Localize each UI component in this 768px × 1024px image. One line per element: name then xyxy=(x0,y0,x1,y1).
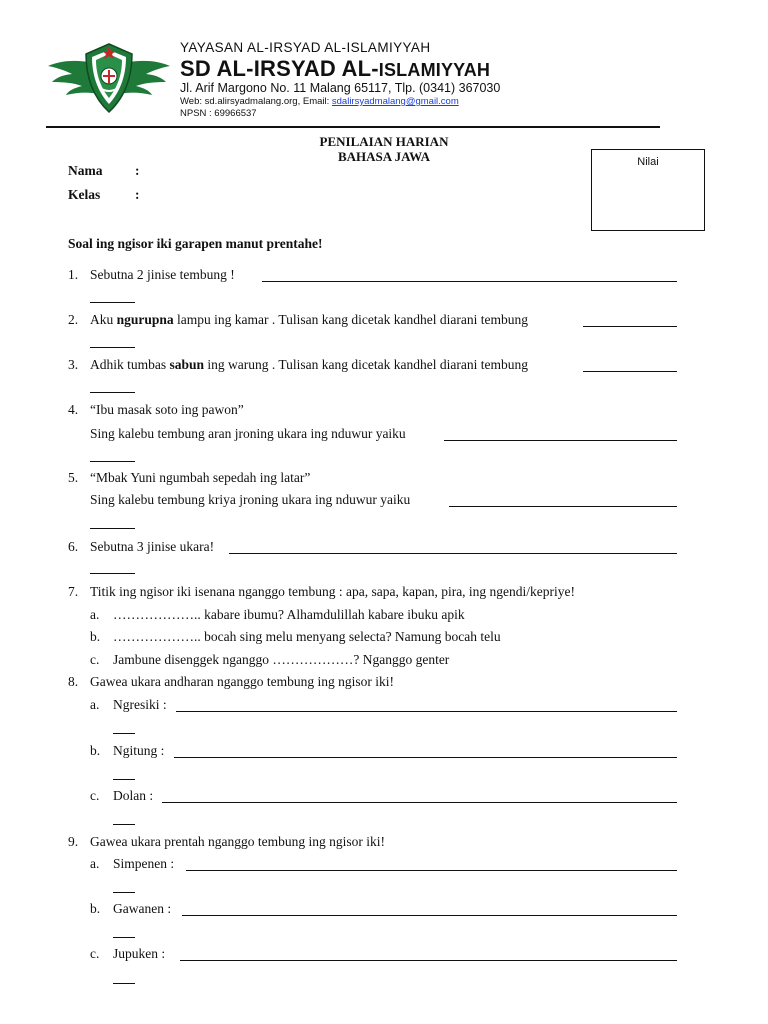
q3-text xyxy=(90,357,528,373)
q9b-answer-line-2[interactable] xyxy=(113,937,135,938)
foundation-name: YAYASAN AL-IRSYAD AL-ISLAMIYYAH xyxy=(180,40,431,55)
q2-number: 2. xyxy=(68,312,79,327)
q7b-letter: b. xyxy=(90,629,101,644)
q9c-letter: c. xyxy=(90,946,100,961)
q3-answer-line-2[interactable] xyxy=(90,392,135,393)
score-box[interactable] xyxy=(591,149,705,231)
school-name xyxy=(180,56,490,82)
q8a-letter: a. xyxy=(90,697,100,712)
school-logo xyxy=(46,38,172,116)
q9-text: Gawea ukara prentah nganggo tembung ing ngisor iki! xyxy=(90,834,386,849)
q4-number: 4. xyxy=(68,402,79,417)
q2-text-pre: Aku xyxy=(90,312,117,327)
nama-colon: : xyxy=(135,163,140,178)
q4-answer-line[interactable] xyxy=(444,440,677,441)
q8c-answer-line[interactable] xyxy=(162,802,677,803)
exam-subject: BAHASA JAWA xyxy=(337,149,431,164)
email-link[interactable]: sdalirsyadmalang@gmail.com xyxy=(331,96,459,107)
header-divider xyxy=(46,126,660,128)
q9c-answer-line[interactable] xyxy=(180,960,677,961)
q3-answer-line[interactable] xyxy=(583,371,677,372)
q9a-answer-line-2[interactable] xyxy=(113,892,135,893)
q8b-label: Ngitung : xyxy=(113,743,165,758)
q8a-answer-line-2[interactable] xyxy=(113,733,135,734)
q2-answer-line-2[interactable] xyxy=(90,347,135,348)
q8a-answer-line[interactable] xyxy=(176,711,677,712)
q5-quote: “Mbak Yuni ngumbah sepedah ing latar” xyxy=(90,470,311,485)
q7a-text: ……………….. kabare ibumu? Alhamdulillah kabare ibuku apik xyxy=(113,607,465,622)
score-label: Nilai xyxy=(637,156,659,168)
q1-answer-line[interactable] xyxy=(262,281,677,282)
q9a-letter: a. xyxy=(90,856,100,871)
q2-text-post: lampu ing kamar . Tulisan kang dicetak kandhel diarani tembung xyxy=(173,312,528,327)
q1-text: Sebutna 2 jinise tembung ! xyxy=(90,267,235,282)
q7c-letter: c. xyxy=(90,652,100,667)
web-email-prefix: Web: sd.alirsyadmalang.org, Email: xyxy=(180,96,332,107)
school-name-tail: ISLAMIYYAH xyxy=(378,60,491,80)
q8-text: Gawea ukara andharan nganggo tembung ing ngisor iki! xyxy=(90,674,395,689)
instruction: Soal ing ngisor iki garapen manut prentahe! xyxy=(68,236,323,251)
q6-answer-line[interactable] xyxy=(229,553,677,554)
q8b-answer-line[interactable] xyxy=(174,757,677,758)
school-address: Jl. Arif Margono No. 11 Malang 65117, Tlp. (0341) 367030 xyxy=(180,81,501,95)
exam-title: PENILAIAN HARIAN xyxy=(319,134,449,149)
q3-text-pre: Adhik tumbas xyxy=(90,357,170,372)
q7-text: Titik ing ngisor iki isenana nganggo tembung : apa, sapa, kapan, pira, ing ngendi/kepriye! xyxy=(90,584,576,599)
q6-text: Sebutna 3 jinise ukara! xyxy=(90,539,215,554)
q9c-label: Jupuken : xyxy=(113,946,166,961)
q9c-answer-line-2[interactable] xyxy=(113,983,135,984)
q8b-answer-line-2[interactable] xyxy=(113,779,135,780)
q4-text: Sing kalebu tembung aran jroning ukara ing nduwur yaiku xyxy=(90,426,406,441)
school-name-main: SD AL-IRSYAD AL- xyxy=(180,56,379,81)
q4-answer-line-2[interactable] xyxy=(90,461,135,462)
q5-text: Sing kalebu tembung kriya jroning ukara ing nduwur yaiku xyxy=(90,492,411,507)
q9a-answer-line[interactable] xyxy=(186,870,677,871)
q3-number: 3. xyxy=(68,357,79,372)
q8-number: 8. xyxy=(68,674,79,689)
q2-bold-word: ngurupna xyxy=(116,312,174,327)
q7b-text: ……………….. bocah sing melu menyang selecta? Namung bocah telu xyxy=(113,629,501,644)
q9b-label: Gawanen : xyxy=(113,901,172,916)
q2-answer-line[interactable] xyxy=(583,326,677,327)
q8c-answer-line-2[interactable] xyxy=(113,824,135,825)
q9b-letter: b. xyxy=(90,901,101,916)
q8a-label: Ngresiki : xyxy=(113,697,167,712)
q8b-letter: b. xyxy=(90,743,101,758)
kelas-colon: : xyxy=(135,187,140,202)
q7-number: 7. xyxy=(68,584,79,599)
q8c-letter: c. xyxy=(90,788,100,803)
q3-bold-word: sabun xyxy=(169,357,205,372)
q7c-text: Jambune disenggek nganggo ………………? Nganggo genter xyxy=(113,652,450,667)
q1-answer-line-2[interactable] xyxy=(90,302,135,303)
q3-text-post: ing warung . Tulisan kang dicetak kandhel diarani tembung xyxy=(204,357,528,372)
q5-answer-line[interactable] xyxy=(449,506,677,507)
q2-text xyxy=(90,312,528,328)
q6-answer-line-2[interactable] xyxy=(90,573,135,574)
q5-number: 5. xyxy=(68,470,79,485)
q8c-label: Dolan : xyxy=(113,788,154,803)
q6-number: 6. xyxy=(68,539,79,554)
q1-number: 1. xyxy=(68,267,79,282)
q5-answer-line-2[interactable] xyxy=(90,528,135,529)
school-contact xyxy=(180,96,459,107)
q4-quote: “Ibu masak soto ing pawon” xyxy=(90,402,244,417)
kelas-label: Kelas xyxy=(68,187,101,202)
school-npsn: NPSN : 69966537 xyxy=(180,108,257,119)
q9b-answer-line[interactable] xyxy=(182,915,677,916)
q7a-letter: a. xyxy=(90,607,100,622)
nama-label: Nama xyxy=(68,163,103,178)
q9a-label: Simpenen : xyxy=(113,856,175,871)
q9-number: 9. xyxy=(68,834,79,849)
